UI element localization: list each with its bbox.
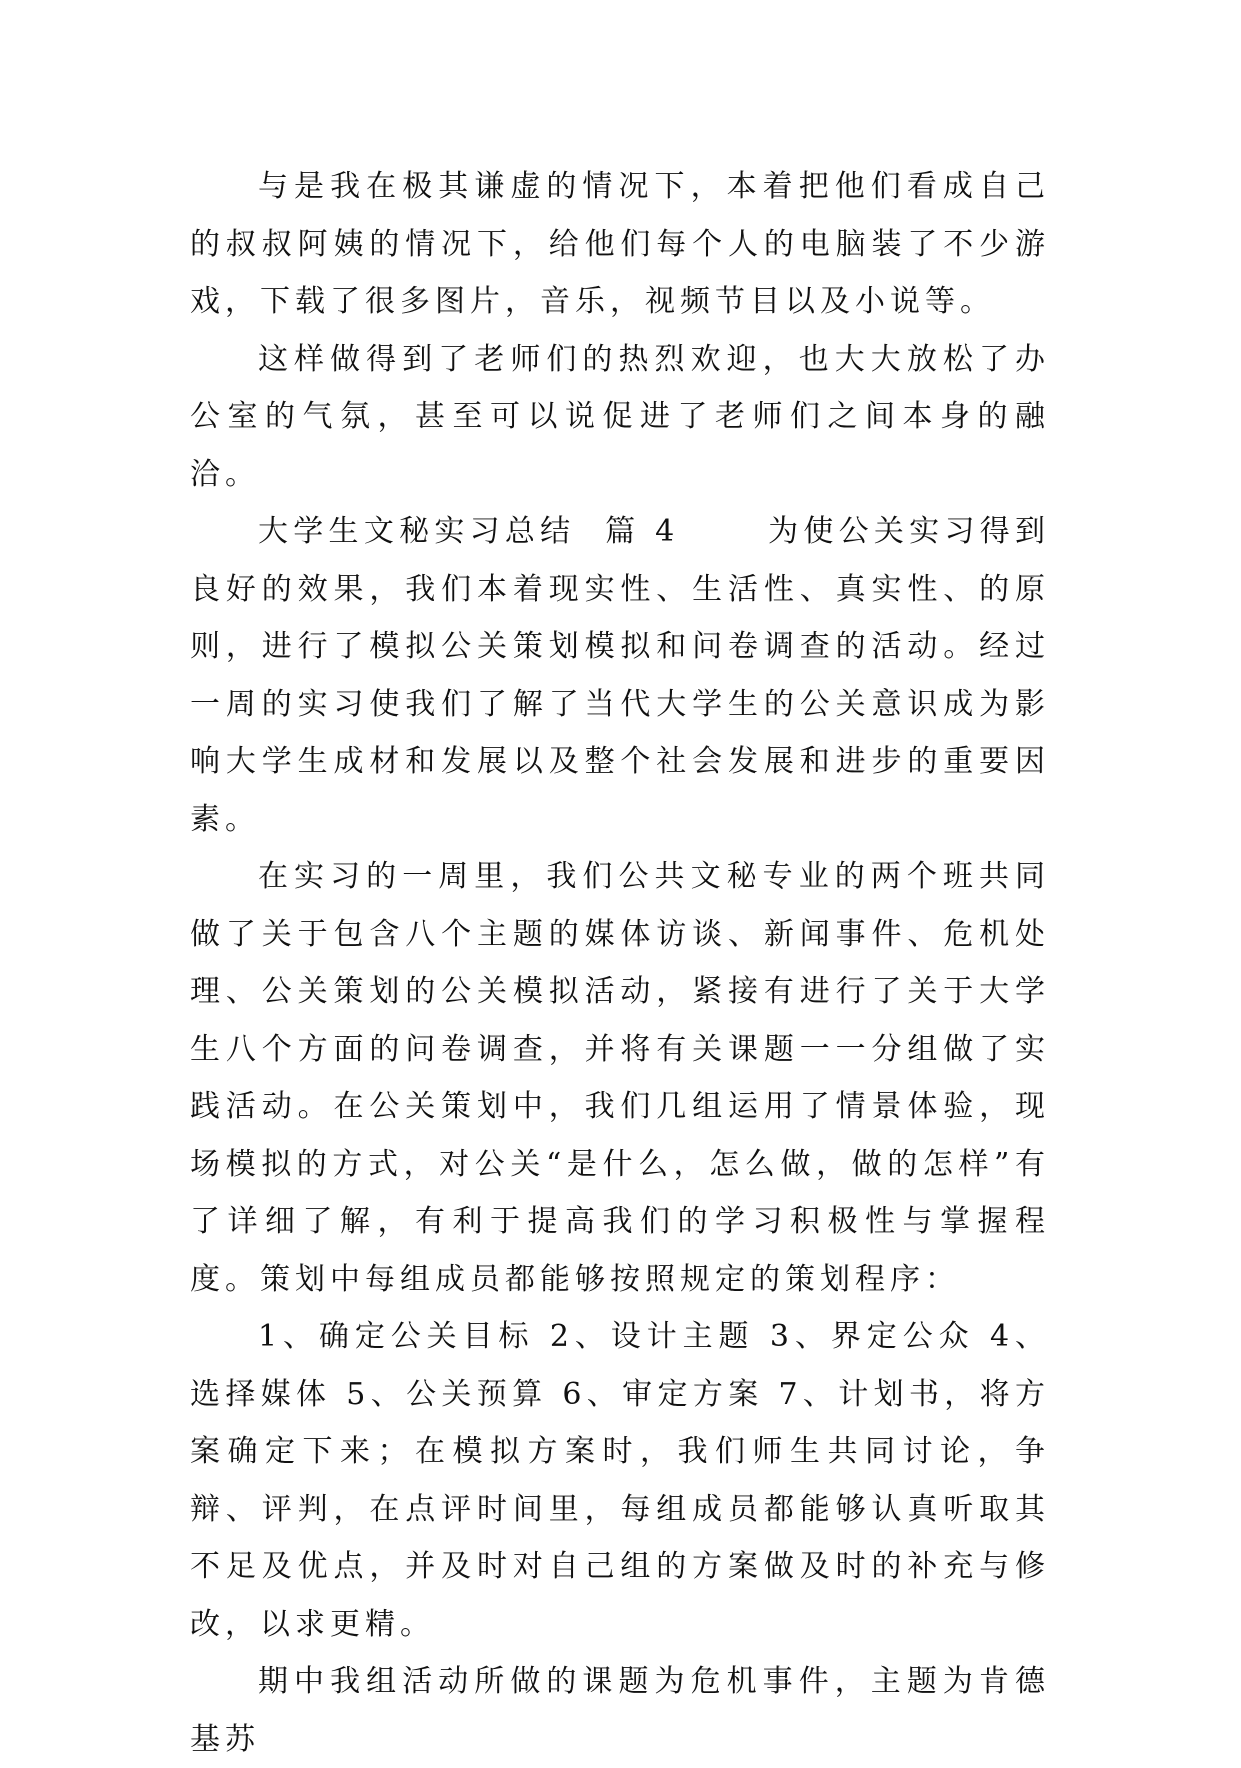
paragraph-3: 大学生文秘实习总结 篇 4 为使公关实习得到良好的效果，我们本着现实性、生活性、真实性、的原则，进行了模拟公关策划模拟和问卷调查的活动。经过一周的实习使我们了解了当代大学生的公关意识成为影响大学生成材和发展以及整个社会发展和进步的重要因素。	[190, 514, 1050, 837]
document-body	[190, 158, 1050, 1768]
paragraph-2: 这样做得到了老师们的热烈欢迎，也大大放松了办公室的气氛，甚至可以说促进了老师们之间本身的融洽。	[190, 341, 1050, 492]
paragraph-4: 在实习的一周里，我们公共文秘专业的两个班共同做了关于包含八个主题的媒体访谈、新闻事件、危机处理、公关策划的公关模拟活动，紧接有进行了关于大学生八个方面的问卷调查，并将有关课题一一分组做了实践活动。在公关策划中，我们几组运用了情景体验，现场模拟的方式，对公关“是什么，怎么做，做的怎样”有了详细了解，有利于提高我们的学习积极性与掌握程度。策划中每组成员都能够按照规定的策划程序：	[190, 859, 1050, 1297]
paragraph-1: 与是我在极其谦虚的情况下，本着把他们看成自己的叔叔阿姨的情况下，给他们每个人的电脑装了不少游戏，下载了很多图片，音乐，视频节目以及小说等。	[190, 169, 1050, 319]
paragraph-6: 期中我组活动所做的课题为危机事件，主题为肯德基苏	[190, 1664, 1050, 1757]
paragraph-5: 1、确定公关目标 2、设计主题 3、界定公众 4、选择媒体 5、公关预算 6、审定方案 7、计划书，将方案确定下来；在模拟方案时，我们师生共同讨论，争辩、评判，在点评时间里，每组成员都能够认真听取其不足及优点，并及时对自己组的方案做及时的补充与修改，以求更精。	[190, 1319, 1050, 1642]
